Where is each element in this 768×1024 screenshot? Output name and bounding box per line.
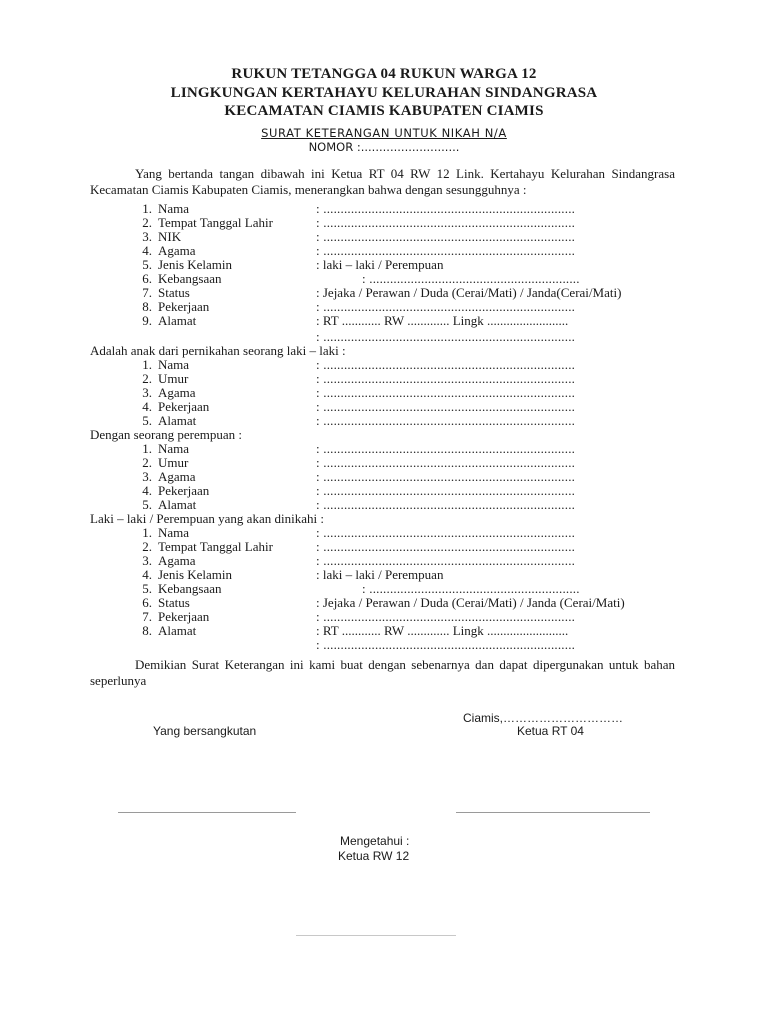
signer-right-title: Ketua RT 04 (517, 724, 584, 738)
row-number: 2. (142, 215, 152, 230)
row-fill-dots: : ......................................................................... (316, 202, 576, 216)
row-value: : RT ............ RW ............. Lingk ......................... (316, 623, 569, 638)
form-row (0, 216, 768, 230)
form-row (0, 526, 768, 540)
row-label: Agama (158, 469, 196, 484)
row-number: 5. (142, 581, 152, 596)
row-label: Umur (158, 371, 189, 386)
row-label: Kebangsaan (158, 271, 222, 286)
row-number: 7. (142, 285, 152, 300)
row-label: Status (158, 595, 190, 610)
row-label: Agama (158, 385, 196, 400)
form-row (0, 400, 768, 414)
header-rt-rw: RUKUN TETANGGA 04 RUKUN WARGA 12 (231, 66, 537, 82)
row-label: Agama (158, 243, 196, 258)
form-row (0, 582, 768, 596)
row-number: 1. (142, 525, 152, 540)
row-label: NIK (158, 229, 182, 244)
row-label: Alamat (158, 623, 197, 638)
row-label: Status (158, 285, 190, 300)
row-number: 4. (142, 243, 152, 258)
spouse-heading: Laki – laki / Perempuan yang akan dinikahi : (90, 511, 324, 526)
row-fill-dots: : ......................................................................... (316, 498, 576, 512)
row-fill-dots: : ......................................................................... (316, 540, 576, 554)
row-value: : Jejaka / Perawan / Duda (Cerai/Mati) / Janda (Cerai/Mati) (316, 595, 625, 610)
row-label: Nama (158, 525, 190, 540)
header-lingkungan: LINGKUNGAN KERTAHAYU KELURAHAN SINDANGRASA (170, 85, 598, 101)
row-label: Tempat Tanggal Lahir (158, 215, 273, 230)
row-label: Alamat (158, 413, 197, 428)
row-label: Alamat (158, 497, 197, 512)
row-number: 4. (142, 399, 152, 414)
form-row (0, 230, 768, 244)
row-value: : Jejaka / Perawan / Duda (Cerai/Mati) / Janda(Cerai/Mati) (316, 285, 622, 300)
row-label: Jenis Kelamin (158, 257, 233, 272)
row-fill-dots: : ......................................................................... (316, 386, 576, 400)
letter-title: SURAT KETERANGAN UNTUK NIKAH N/A (261, 126, 507, 140)
row-fill-dots: : ......................................................................... (316, 330, 576, 344)
letter-number: NOMOR :........................... (308, 140, 460, 154)
mother-heading: Dengan seorang perempuan : (90, 427, 242, 442)
row-label: Pekerjaan (158, 609, 210, 624)
row-number: 3. (142, 553, 152, 568)
father-heading: Adalah anak dari pernikahan seorang laki – laki : (90, 343, 346, 358)
row-label: Pekerjaan (158, 483, 210, 498)
form-row (0, 272, 768, 286)
place-date: Ciamis,………………………… (463, 711, 624, 725)
row-fill-dots: : ......................................................................... (316, 400, 576, 414)
form-row (0, 300, 768, 314)
form-row (0, 568, 768, 582)
row-number: 2. (142, 371, 152, 386)
row-fill-dots: : ......................................................................... (316, 372, 576, 386)
row-fill-dots: : ......................................................................... (316, 414, 576, 428)
rw-title: Ketua RW 12 (338, 849, 410, 863)
row-number: 5. (142, 413, 152, 428)
row-fill-dots: : ......................................................................... (316, 300, 576, 314)
row-number: 6. (142, 595, 152, 610)
row-label: Nama (158, 201, 190, 216)
row-number: 4. (142, 567, 152, 582)
row-number: 2. (142, 455, 152, 470)
row-fill-dots: : ......................................................................... (316, 484, 576, 498)
row-number: 3. (142, 229, 152, 244)
row-number: 5. (142, 257, 152, 272)
mengetahui-label: Mengetahui : (340, 834, 410, 848)
row-fill-dots: : ......................................................................... (316, 526, 576, 540)
row-fill-dots: : ......................................................................... (316, 442, 576, 456)
row-number: 5. (142, 497, 152, 512)
form-row (0, 540, 768, 554)
row-label: Alamat (158, 313, 197, 328)
form-row (0, 456, 768, 470)
form-row (0, 414, 768, 428)
row-number: 7. (142, 609, 152, 624)
row-fill-dots: : ......................................................................... (316, 244, 576, 258)
row-number: 2. (142, 539, 152, 554)
row-value: : laki – laki / Perempuan (316, 257, 444, 272)
row-label: Tempat Tanggal Lahir (158, 539, 273, 554)
form-row (0, 202, 768, 216)
form-row (0, 258, 768, 272)
row-fill-dots: : ......................................................................... (316, 638, 576, 652)
signature-line-left (118, 812, 296, 813)
row-number: 3. (142, 385, 152, 400)
row-value: : laki – laki / Perempuan (316, 567, 444, 582)
form-row (0, 386, 768, 400)
row-value: : RT ............ RW ............. Lingk ......................... (316, 313, 569, 328)
form-row (0, 596, 768, 610)
row-fill-dots: : ......................................................................... (316, 216, 576, 230)
row-fill-dots: : ......................................................................... (316, 610, 576, 624)
row-number: 8. (142, 299, 152, 314)
form-row (0, 624, 768, 638)
row-number: 1. (142, 357, 152, 372)
row-label: Agama (158, 553, 196, 568)
form-row (0, 484, 768, 498)
form-row (0, 314, 768, 328)
row-label: Nama (158, 441, 190, 456)
signer-left-title: Yang bersangkutan (153, 724, 257, 738)
row-label: Umur (158, 455, 189, 470)
closing-text: Demikian Surat Keterangan ini kami buat dengan sebenarnya dan dapat dipergunakan untuk bahan seperlunya (90, 657, 675, 688)
row-number: 6. (142, 271, 152, 286)
form-row (0, 498, 768, 512)
row-label: Pekerjaan (158, 299, 210, 314)
row-fill-dots: : ......................................................................... (316, 470, 576, 484)
form-row (0, 286, 768, 300)
row-fill-dots: : ............................................................. (362, 582, 580, 596)
signature-line-right (456, 812, 650, 813)
form-row (0, 470, 768, 484)
row-label: Kebangsaan (158, 581, 222, 596)
row-fill-dots: : ......................................................................... (316, 554, 576, 568)
row-number: 9. (142, 313, 152, 328)
form-row (0, 244, 768, 258)
header-kecamatan: KECAMATAN CIAMIS KABUPATEN CIAMIS (224, 103, 544, 119)
letter-title-wrap (0, 125, 768, 141)
row-fill-dots: : ............................................................. (362, 272, 580, 286)
row-number: 1. (142, 441, 152, 456)
intro-text: Yang bertanda tangan dibawah ini Ketua RT 04 RW 12 Link. Kertahayu Kelurahan Sindangrasa Kecamatan Ciamis Kabupaten Ciamis, menerangkan bahwa dengan sesungguhnya : (90, 166, 675, 197)
row-number: 3. (142, 469, 152, 484)
address-continuation-row (0, 638, 768, 652)
row-fill-dots: : ......................................................................... (316, 456, 576, 470)
form-row (0, 372, 768, 386)
row-label: Jenis Kelamin (158, 567, 233, 582)
signature-line-bottom (296, 935, 456, 936)
form-row (0, 610, 768, 624)
row-fill-dots: : ......................................................................... (316, 230, 576, 244)
form-row (0, 358, 768, 372)
row-fill-dots: : ......................................................................... (316, 358, 576, 372)
closing-paragraph (90, 657, 675, 689)
row-number: 1. (142, 201, 152, 216)
row-label: Nama (158, 357, 190, 372)
address-continuation-row (0, 330, 768, 344)
form-row (0, 442, 768, 456)
row-number: 4. (142, 483, 152, 498)
row-number: 8. (142, 623, 152, 638)
row-label: Pekerjaan (158, 399, 210, 414)
intro-paragraph (90, 166, 675, 198)
form-row (0, 554, 768, 568)
